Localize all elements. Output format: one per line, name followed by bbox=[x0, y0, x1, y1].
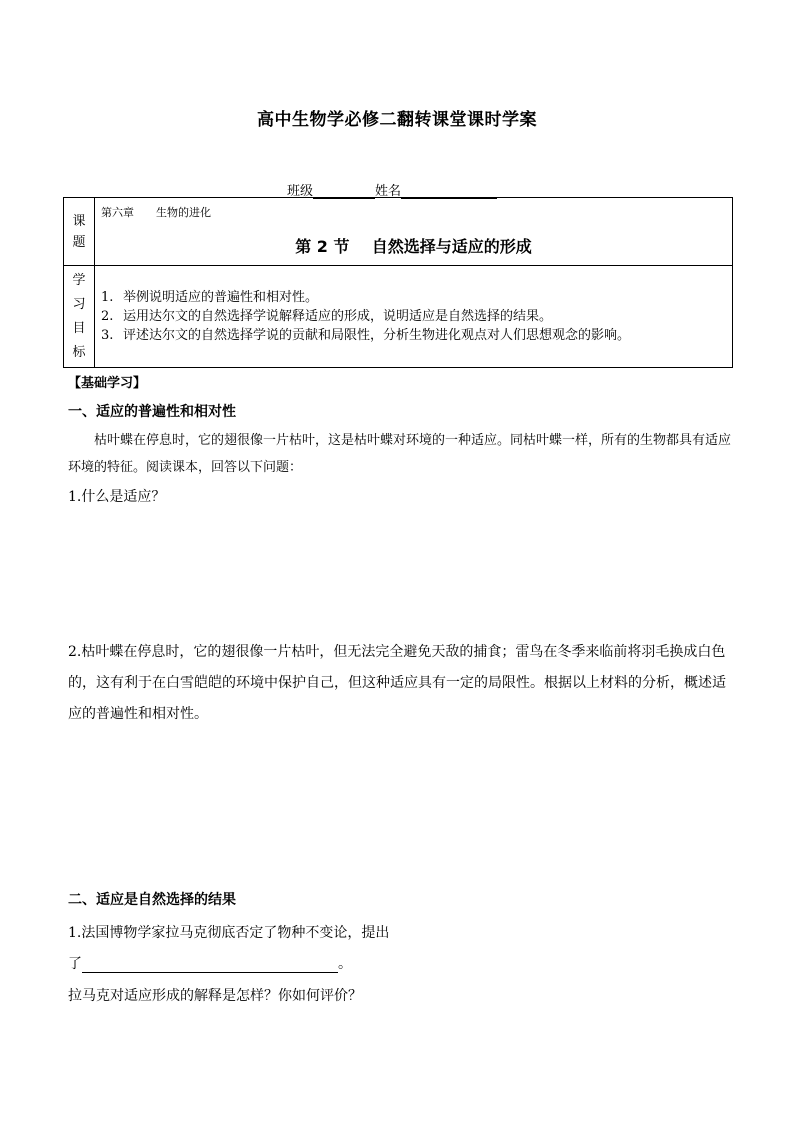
question-2: 2.枯叶蝶在停息时，它的翅很像一片枯叶，但无法完全避免天敌的捕食；雷鸟在冬季来临前将羽毛换成白色的，这有利于在白雪皑皑的环境中保护自己，但这种适应具有一定的局限性。根据以上材料的分析，概述适应的普遍性和相对性。 bbox=[68, 644, 726, 722]
header-table bbox=[63, 197, 733, 368]
goal-number: 1. bbox=[101, 290, 114, 305]
goal-item bbox=[101, 288, 728, 307]
name-label: 姓名 bbox=[375, 184, 402, 199]
goal-text: 举例说明适应的普遍性和相对性。 bbox=[123, 290, 319, 305]
goal-number: 2. bbox=[101, 309, 114, 324]
chapter-name: 生物的进化 bbox=[156, 206, 211, 219]
section1-heading: 一、适应的普遍性和相对性 bbox=[68, 404, 236, 420]
topic-label: 课题 bbox=[72, 213, 86, 250]
question-3-fill bbox=[68, 953, 352, 973]
goal-number: 3. bbox=[101, 328, 114, 343]
chapter-number: 第六章 bbox=[101, 206, 134, 219]
answer-blank[interactable] bbox=[82, 956, 338, 973]
goal-text: 运用达尔文的自然选择学说解释适应的形成，说明适应是自然选择的结果。 bbox=[123, 309, 553, 324]
question-1: 1.什么是适应？ bbox=[68, 489, 166, 505]
question-3-part2: 了 bbox=[68, 956, 82, 972]
goal-text: 评述达尔文的自然选择学说的贡献和局限性，分析生物进化观点对人们思想观念的影响。 bbox=[123, 328, 631, 343]
goal-item bbox=[101, 326, 728, 345]
goals-cell bbox=[95, 266, 733, 368]
topic-label-cell bbox=[64, 198, 95, 266]
question-3-end: 。 bbox=[338, 956, 352, 972]
section-title: 第 2 节 自然选择与适应的形成 bbox=[295, 237, 532, 256]
class-label: 班级 bbox=[287, 184, 314, 199]
goals-list bbox=[101, 288, 728, 345]
goals-label: 学习目标 bbox=[72, 272, 86, 360]
basic-learning-heading: 【基础学习】 bbox=[68, 376, 147, 391]
question-3-part1: 1.法国博物学家拉马克彻底否定了物种不变论，提出 bbox=[68, 925, 390, 941]
goals-label-cell bbox=[64, 266, 95, 368]
goal-item bbox=[101, 307, 728, 326]
section2-heading: 二、适应是自然选择的结果 bbox=[68, 892, 236, 908]
page-title: 高中生物学必修二翻转课堂课时学案 bbox=[257, 110, 537, 130]
topic-cell bbox=[95, 198, 733, 266]
question-4: 拉马克对适应形成的解释是怎样？你如何评价？ bbox=[68, 988, 362, 1004]
section1-intro: 枯叶蝶在停息时，它的翅很像一片枯叶，这是枯叶蝶对环境的一种适应。同枯叶蝶一样，所有的生物都具有适应环境的特征。阅读课本，回答以下问题： bbox=[68, 433, 732, 475]
